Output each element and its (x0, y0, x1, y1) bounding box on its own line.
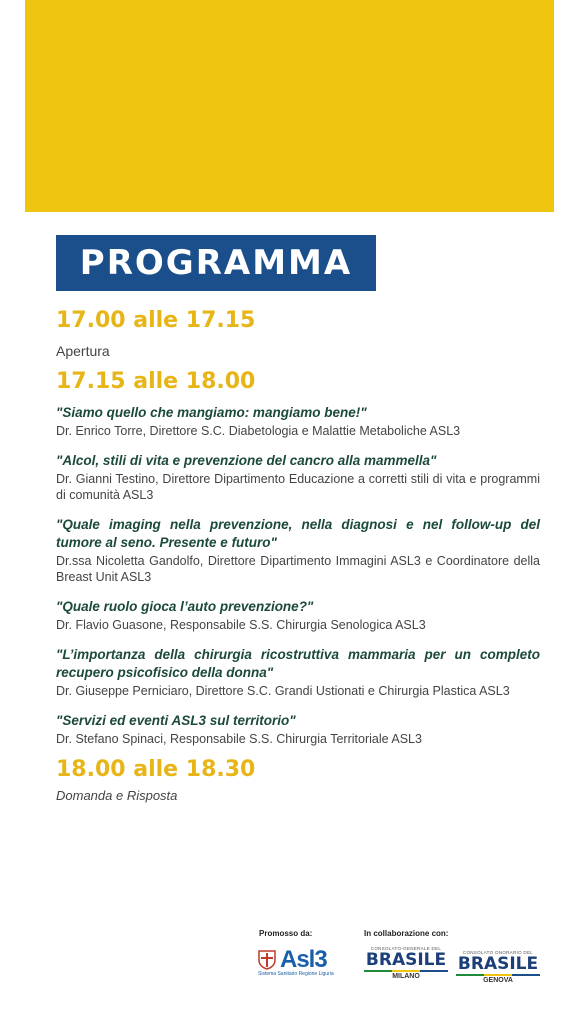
consulate-caption: CONSOLATO ONORARIO DEL (462, 950, 534, 955)
session-time: 17.00 alle 17.15 (56, 308, 256, 333)
consulate-caption: CONSOLATO-GENERALE DEL (370, 946, 442, 951)
session-note: Domanda e Risposta (56, 788, 178, 803)
program-content (56, 308, 540, 803)
session-note: Apertura (56, 343, 110, 359)
talk-speaker: Dr. Giuseppe Perniciaro, Direttore S.C. Grandi Ustionati e Chirurgia Plastica ASL3 (56, 684, 510, 698)
brasile-milano-logo (364, 946, 448, 980)
talk-speaker: Dr. Flavio Guasone, Responsabile S.S. Chirurgia Senologica ASL3 (56, 618, 426, 632)
talk-title: "Alcol, stili di vita e prevenzione del cancro alla mammella" (56, 453, 437, 468)
talk-item (56, 404, 540, 439)
asl-logo-subtitle: Sistema Sanitario Regione Liguria (258, 971, 334, 977)
talk-title: "Siamo quello che mangiamo: mangiamo bene!" (56, 405, 367, 420)
talk-item (56, 516, 540, 585)
session-time: 18.00 alle 18.30 (56, 757, 256, 782)
talk-item (56, 452, 540, 503)
promoted-label: Promosso da: (259, 929, 313, 938)
session-time: 17.15 alle 18.00 (56, 369, 256, 394)
talk-title: "L’importanza della chirurgia ricostruttiva mammaria per un completo recupero psicofisico della donna" (56, 647, 540, 680)
talk-speaker: Dr. Stefano Spinaci, Responsabile S.S. Chirurgia Territoriale ASL3 (56, 732, 422, 746)
talk-speaker: Dr.ssa Nicoletta Gandolfo, Direttore Dipartimento Immagini ASL3 e Coordinatore della Breast Unit ASL3 (56, 554, 540, 584)
talk-title: "Quale imaging nella prevenzione, nella diagnosi e nel follow-up del tumore al seno. Presente e futuro" (56, 517, 540, 550)
brasile-wordmark: BRASILE (365, 950, 447, 970)
collab-label: In collaborazione con: (364, 929, 449, 938)
brasile-genova-logo (456, 950, 540, 984)
programma-label: PROGRAMMA (79, 243, 353, 283)
yellow-banner (25, 0, 554, 212)
talk-title: "Servizi ed eventi ASL3 sul territorio" (56, 713, 296, 728)
shield-icon (258, 950, 276, 970)
asl3-logo (258, 948, 338, 982)
consulate-city: MILANO (392, 973, 420, 980)
brasile-wordmark: BRASILE (457, 954, 539, 974)
talk-item (56, 598, 540, 633)
talk-speaker: Dr. Enrico Torre, Direttore S.C. Diabetologia e Malattie Metaboliche ASL3 (56, 424, 461, 438)
asl-logo-name: Asl3 (280, 946, 327, 973)
talk-item (56, 646, 540, 699)
talk-speaker: Dr. Gianni Testino, Direttore Dipartimento Educazione a corretti stili di vita e programmi di comunità ASL3 (56, 472, 540, 502)
programma-heading (56, 235, 376, 291)
flag-stripe (364, 970, 448, 972)
talk-title: "Quale ruolo gioca l’auto prevenzione?" (56, 599, 314, 614)
flag-stripe (456, 974, 540, 976)
consulate-city: GENOVA (483, 977, 513, 984)
talk-item (56, 712, 540, 747)
